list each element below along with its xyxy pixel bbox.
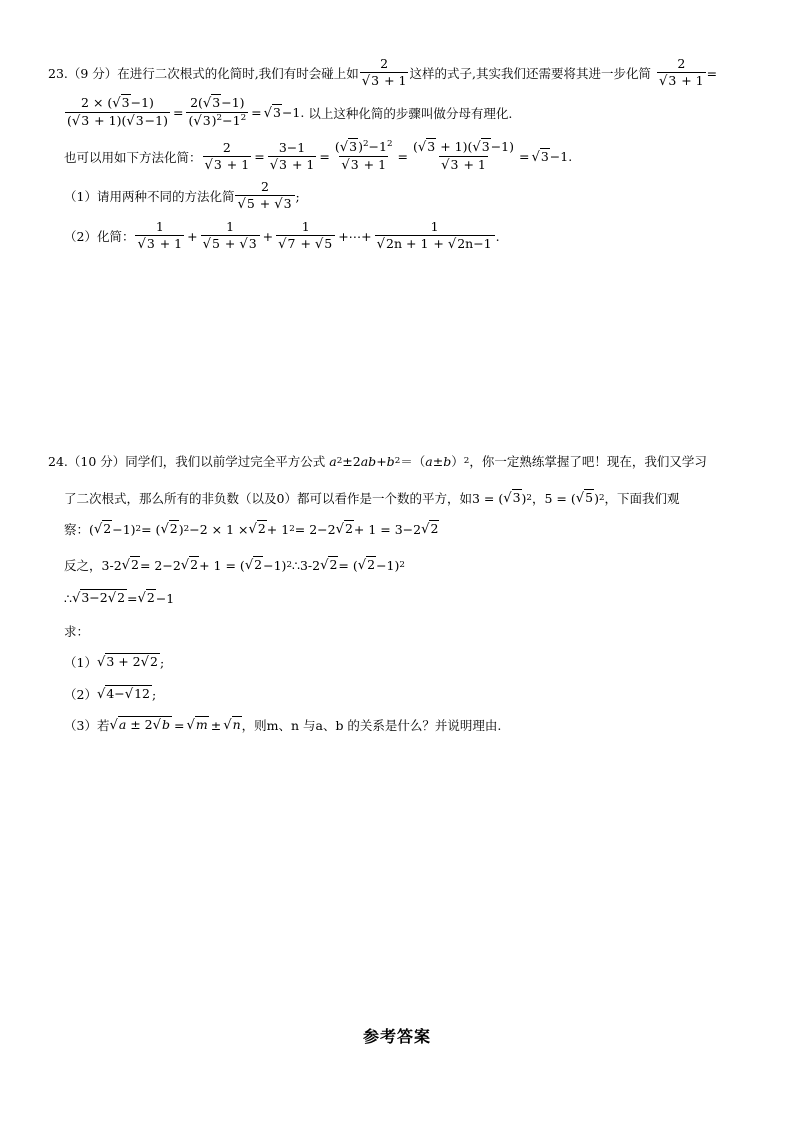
fraction: $\frac{(√3 + 1)(√3-1)}{√3 + 1}$: [413, 139, 514, 174]
part-label: （1）: [64, 655, 97, 670]
q23-line1: [48, 57, 717, 89]
ask-label: 求：: [64, 624, 90, 639]
fraction: $\frac{1}{√3 + 1}$: [137, 219, 183, 252]
part-label: （3）若: [64, 718, 110, 733]
q23-intro-a: 23.（9 分）在进行二次根式的化简时,我们有时会碰上如: [48, 66, 359, 82]
q24-intro-tail: ，你一定熟练掌握了吧！现在，我们又学习: [469, 454, 707, 469]
q24-line2-tail: ，下面我们观: [604, 491, 680, 506]
fraction: $\frac{1}{√7 + √5}$: [276, 220, 335, 252]
q23-line3: 也可以用如下方法化简： $\frac{2}{√3 + 1}$ = $\frac{3-1}{√3 + 1}$ = $\frac{(√3)^2-1^2}{√3 + 1}$ = $\frac{(√3 + 1)(√3-1)}{√3 + 1}$ = √3 −1.: [64, 139, 573, 174]
fraction: $\frac{1}{√2n + 1 + √2n-1}$: [375, 220, 495, 252]
fraction: $\frac{2}{√5 + √3}$: [235, 180, 294, 212]
fraction: $\frac{2}{√3 + 1}$: [204, 139, 250, 173]
q24-part1: （1） √3 + 2√2 ;: [64, 654, 165, 670]
q24-part2: （2） √4−√12 ;: [64, 686, 157, 702]
q23-part2: （2）化简： $\frac{1}{√3 + 1}$ + $\frac{1}{√5 + √3}$ + $\frac{1}{√7 + √5}$ +⋯+ $\frac{1}{√2n + 1 + √2n-1}$ .: [64, 219, 500, 252]
q24-part3: （3）若 √a ± 2√b = √m ± √n ，则m、n 与a、b 的关系是什么？并说明理由.: [64, 717, 502, 733]
equals-sign: =: [706, 65, 718, 81]
q23-part1: [64, 180, 300, 212]
fraction: $\frac{(√3)^2-1^2}{√3 + 1}$: [334, 139, 393, 174]
fraction: $\frac{2(√3-1)}{(√3)^2-1^2}$: [188, 95, 247, 130]
answer-key-title: 参考答案: [362, 1027, 431, 1046]
semicolon: ;: [295, 188, 300, 204]
fraction: $\frac{2}{√3 + 1}$: [658, 56, 704, 89]
q24-line4-lead: 反之，: [64, 558, 102, 573]
q23-line2-text: 以上这种化简的步骤叫做分母有理化.: [308, 105, 513, 121]
q23-part1-text: （1）请用两种不同的方法化简: [64, 189, 235, 205]
q24-intro: 24.（10 分）同学们，我们以前学过完全平方公式: [48, 454, 326, 469]
q24-line5: ∴ √3−2√2 = √2 −1: [64, 590, 175, 606]
fraction: $\frac{2 \times (√3-1)}{(√3 + 1)(√3-1)}$: [67, 95, 168, 130]
fraction: $\frac{2}{√3 + 1}$: [361, 56, 407, 89]
q24-line3-lead: 察：: [64, 522, 90, 537]
q23-line2: $\frac{2 \times (√3-1)}{(√3 + 1)(√3-1)}$ = $\frac{2(√3-1)}{(√3)^2-1^2}$ = √3 −1. 以上这种化简的步骤叫做分母有理化.: [67, 95, 513, 130]
q23-line3-lead: 也可以用如下方法化简：: [64, 149, 202, 165]
fraction: $\frac{3-1}{√3 + 1}$: [269, 139, 315, 173]
part3-question: ，则m、n 与a、b 的关系是什么？并说明理由.: [241, 718, 502, 733]
fraction: $\frac{1}{√5 + √3}$: [201, 220, 260, 252]
q24-ask: [64, 622, 89, 640]
q24-line4: 反之， 3-2 √2 = 2−2 √2 + 1 = ( √2 −1) 2 ∴3-2 √2 = ( √2 −1) 2: [64, 557, 405, 573]
part-label: （2）: [64, 687, 97, 702]
q24-line3: 察： ( √2 −1) 2 = ( √2 ) 2 −2 × 1 × √2 + 1 2 = 2−2 √2 + 1 = 3−2 √2: [64, 521, 439, 537]
q24-line2-lead: 了二次根式，那么所有的非负数（以及0）都可以看作是一个数的平方，如: [64, 491, 472, 506]
q23-intro-b: 这样的式子,其实我们还需要将其进一步化简: [409, 66, 651, 82]
period: .: [495, 228, 500, 244]
q24-line2: 了二次根式，那么所有的非负数（以及0）都可以看作是一个数的平方，如 3 = ( √3 ) 2 ，5 = ( √5 ) 2 ，下面我们观: [64, 490, 680, 506]
q23-part2-text: （2）化简：: [64, 229, 135, 245]
q24-line1: 24.（10 分）同学们，我们以前学过完全平方公式 a 2 ±2 ab + b 2 ＝（ a ± b ） 2 ，你一定熟练掌握了吧！现在，我们又学习: [48, 453, 707, 469]
